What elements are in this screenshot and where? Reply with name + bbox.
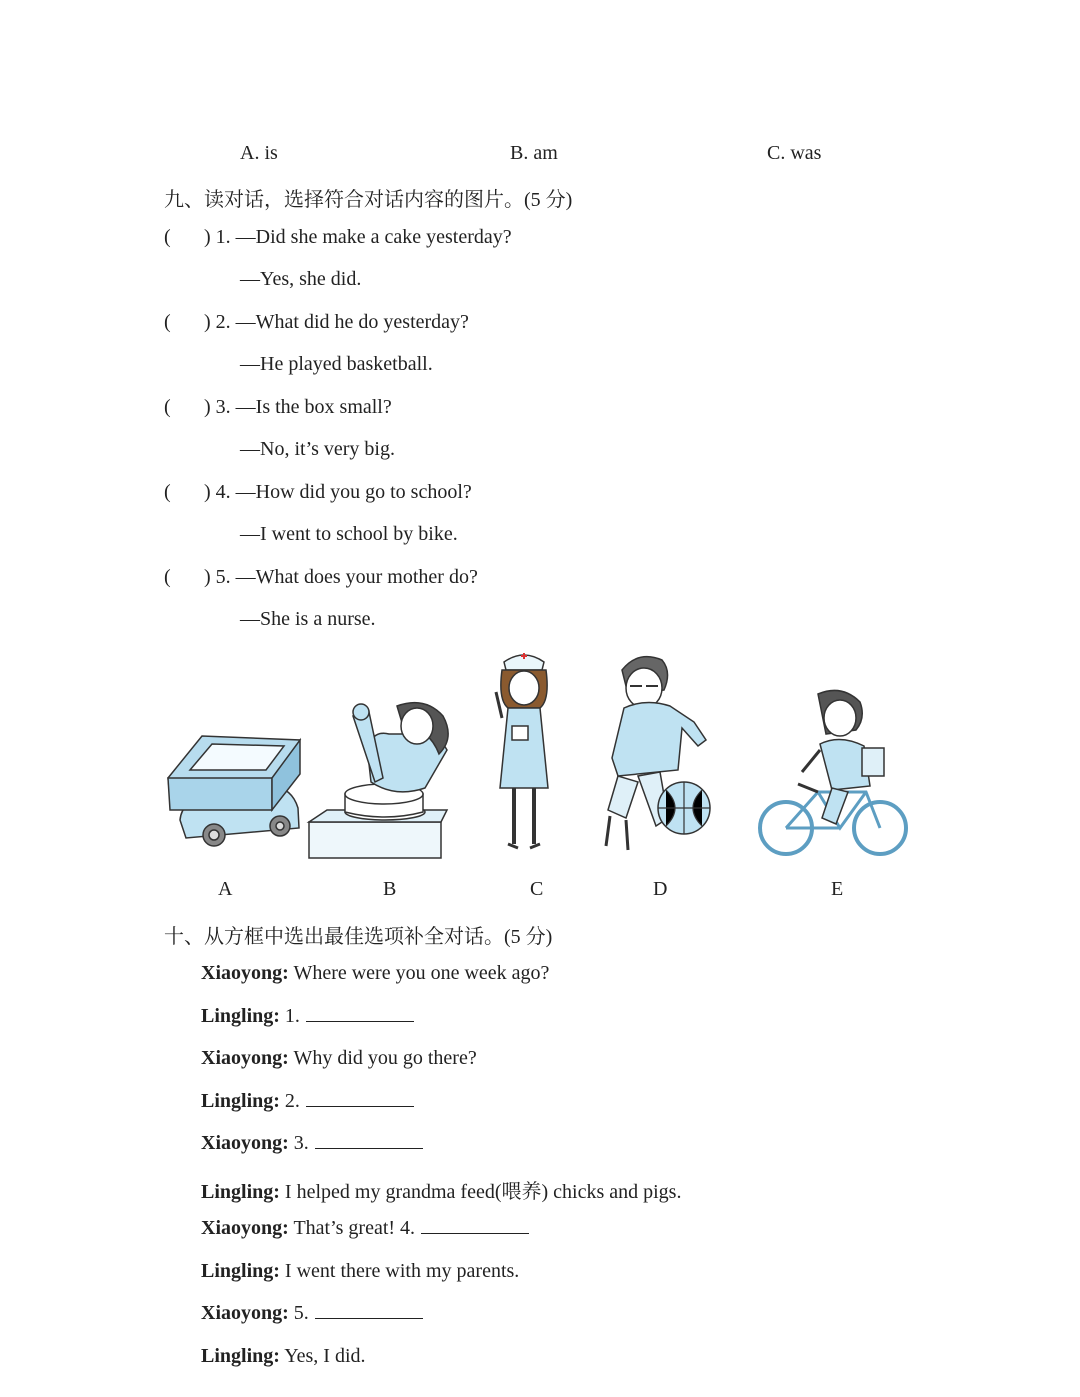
dialog-line-3	[201, 1047, 477, 1070]
speaker: Xiaoyong:	[201, 1047, 289, 1069]
answer-2: —He played basketball.	[240, 353, 433, 375]
answer-paren[interactable]: (	[164, 226, 171, 248]
question-text: ) 5. —What does your mother do?	[204, 566, 478, 588]
dialog-text: 5.	[293, 1302, 309, 1324]
answer-blank-1[interactable]	[306, 1005, 414, 1022]
dialog-text: I helped my grandma feed(喂养) chicks and pigs.	[284, 1181, 682, 1203]
dialog-text: 2.	[284, 1090, 300, 1112]
picture-label-b: B	[383, 878, 397, 900]
dialog-line-5	[201, 1132, 423, 1155]
dialog-line-10	[201, 1345, 366, 1368]
speaker: Lingling:	[201, 1345, 280, 1367]
dialog-text: Yes, I did.	[284, 1345, 366, 1367]
picture-d-boy-basketball	[598, 650, 718, 860]
question-4	[164, 481, 472, 504]
dialog-text: That’s great! 4.	[293, 1217, 416, 1239]
picture-label-a: A	[218, 878, 233, 900]
question-text: ) 3. —Is the box small?	[204, 396, 392, 418]
answer-blank-4[interactable]	[421, 1217, 529, 1234]
dialog-text: Why did you go there?	[293, 1047, 477, 1069]
picture-label-c: C	[530, 878, 544, 900]
question-2	[164, 311, 469, 334]
dialog-text: I went there with my parents.	[284, 1260, 520, 1282]
question-text: ) 2. —What did he do yesterday?	[204, 311, 469, 333]
dialog-line-4	[201, 1090, 414, 1113]
dialog-line-1	[201, 962, 549, 985]
option-a: A. is	[240, 142, 278, 164]
option-b: B. am	[510, 142, 558, 164]
picture-b-girl-cake	[305, 698, 450, 860]
speaker: Lingling:	[201, 1005, 280, 1027]
answer-paren[interactable]: (	[164, 396, 171, 418]
dialog-line-8	[201, 1260, 519, 1283]
dialog-text: Where were you one week ago?	[293, 962, 550, 984]
speaker: Xiaoyong:	[201, 962, 289, 984]
picture-label-e: E	[831, 878, 844, 900]
picture-e-boy-bike	[756, 688, 911, 856]
dialog-line-7	[201, 1217, 529, 1240]
speaker: Xiaoyong:	[201, 1132, 289, 1154]
question-3	[164, 396, 392, 419]
speaker: Lingling:	[201, 1260, 280, 1282]
dialog-line-9	[201, 1302, 423, 1325]
option-c: C. was	[767, 142, 822, 164]
question-5	[164, 566, 478, 589]
dialog-line-2	[201, 1005, 414, 1028]
section9-heading: 九、读对话，选择符合对话内容的图片。(5 分)	[164, 189, 573, 211]
dialog-text: 1.	[284, 1005, 300, 1027]
answer-4: —I went to school by bike.	[240, 523, 458, 545]
speaker: Lingling:	[201, 1090, 280, 1112]
section10-heading: 十、从方框中选出最佳选项补全对话。(5 分)	[164, 926, 553, 948]
answer-3: —No, it’s very big.	[240, 438, 395, 460]
answer-paren[interactable]: (	[164, 566, 171, 588]
speaker: Lingling:	[201, 1181, 280, 1203]
dialog-text: 3.	[293, 1132, 309, 1154]
question-text: ) 1. —Did she make a cake yesterday?	[204, 226, 512, 248]
answer-5: —She is a nurse.	[240, 608, 376, 630]
picture-c-nurse	[492, 648, 557, 856]
answer-blank-5[interactable]	[315, 1302, 423, 1319]
speaker: Xiaoyong:	[201, 1302, 289, 1324]
dialog-line-6	[201, 1175, 681, 1204]
question-1	[164, 226, 512, 249]
picture-a-box-car	[162, 730, 307, 860]
answer-paren[interactable]: (	[164, 311, 171, 333]
answer-blank-3[interactable]	[315, 1132, 423, 1149]
question-text: ) 4. —How did you go to school?	[204, 481, 472, 503]
answer-blank-2[interactable]	[306, 1090, 414, 1107]
picture-label-d: D	[653, 878, 668, 900]
answer-paren[interactable]: (	[164, 481, 171, 503]
speaker: Xiaoyong:	[201, 1217, 289, 1239]
answer-1: —Yes, she did.	[240, 268, 362, 290]
